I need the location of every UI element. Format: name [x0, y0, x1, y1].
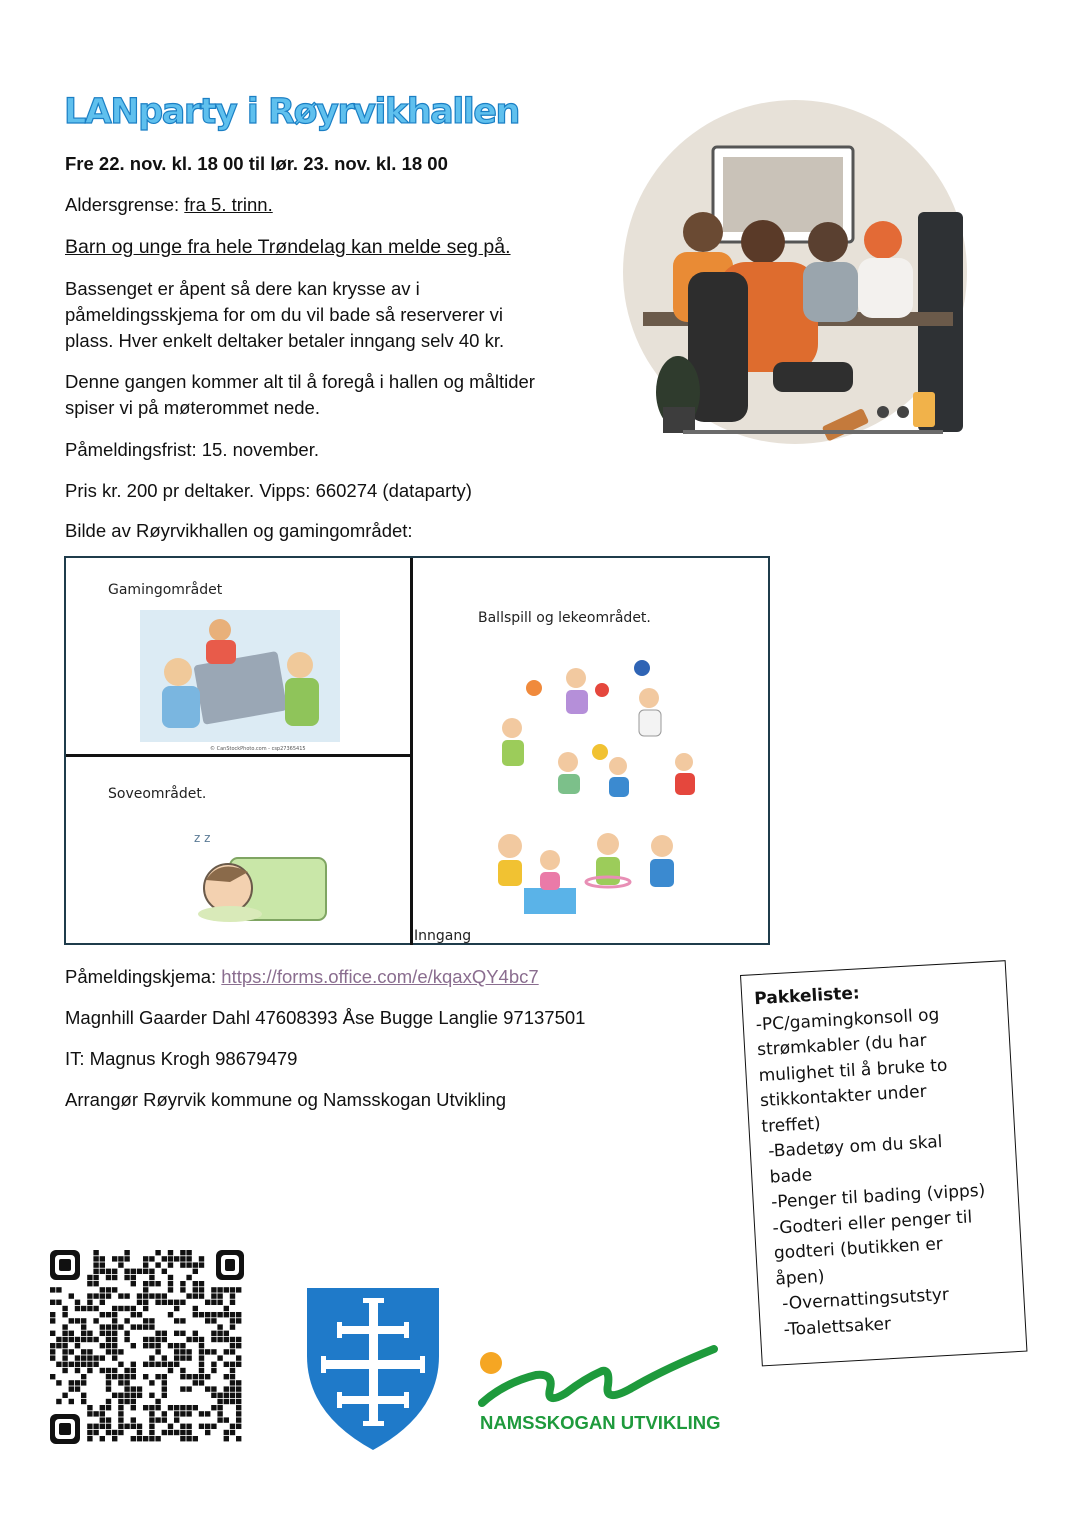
packing-item: treffet) [760, 1113, 822, 1137]
packing-heading: Pakkeliste: [753, 983, 861, 1010]
packing-list [740, 960, 1027, 1366]
packing-item: -Toalettsaker [772, 1313, 892, 1341]
packing-item: -Godteri eller penger til [766, 1206, 973, 1239]
packing-item: -PC/gamingkonsoll og [755, 1004, 940, 1035]
logo-text: NAMSSKOGAN UTVIKLING [480, 1412, 721, 1433]
pool-line: påmeldingsskjema for om du vil bade så reserverer vi [65, 304, 504, 325]
deadline-line: Påmeldingsfrist: 15. november. [65, 439, 319, 460]
packing-item: godteri (butikken er [768, 1234, 944, 1264]
form-line [65, 964, 539, 990]
sleep-area-illustration [190, 828, 330, 923]
it-contact-line: IT: Magnus Krogh 98679479 [65, 1048, 298, 1069]
packing-item: åpen) [769, 1266, 825, 1290]
gaming-illustration [583, 62, 1008, 487]
sleep-area-label: Soveområdet. [108, 786, 207, 802]
packing-item: mulighet til å bruke to [758, 1055, 948, 1086]
age-line [65, 192, 273, 218]
ball-area-illustration [484, 650, 714, 920]
packing-item: -Badetøy om du skal [762, 1131, 943, 1162]
price-line: Pris kr. 200 pr deltaker. Vipps: 660274 (dataparty) [65, 480, 472, 501]
namsskogan-utvikling-logo [474, 1345, 724, 1437]
gaming-area-label: Gamingområdet [108, 582, 223, 598]
packing-item: strømkabler (du har [756, 1030, 928, 1061]
svg-text:z z: z z [194, 831, 211, 845]
registration-form-link[interactable]: https://forms.office.com/e/kqaxQY4bc7 [221, 966, 539, 987]
age-value: fra 5. trinn. [184, 194, 273, 215]
age-label: Aldersgrense: [65, 194, 185, 215]
qr-code[interactable] [50, 1250, 244, 1444]
packing-item: stikkontakter under [759, 1081, 928, 1112]
plan-divider [410, 558, 413, 945]
date-line: Fre 22. nov. kl. 18 00 til lør. 23. nov. kl. 18 00 [65, 153, 448, 174]
pool-paragraph [65, 276, 504, 354]
royrvik-coat-of-arms-icon [305, 1286, 441, 1452]
picture-caption: Bilde av Røyrvikhallen og gamingområdet: [65, 520, 413, 541]
pool-line: Bassenget er åpent så dere kan krysse av i [65, 278, 420, 299]
packing-item: bade [763, 1164, 813, 1188]
floor-plan [64, 556, 770, 945]
plan-divider [66, 754, 413, 757]
venue-line: Denne gangen kommer alt til å foregå i hallen og måltider [65, 371, 535, 392]
contacts-line: Magnhill Gaarder Dahl 47608393 Åse Bugge Langlie 97137501 [65, 1007, 586, 1028]
organizer-line: Arrangør Røyrvik kommune og Namsskogan Utvikling [65, 1089, 507, 1110]
entrance-label: Inngang [414, 928, 472, 944]
packing-item: -Overnattingsutstyr [770, 1284, 950, 1315]
ball-area-label: Ballspill og lekeområdet. [478, 610, 651, 626]
open-to-line: Barn og unge fra hele Trøndelag kan melde seg på. [65, 236, 511, 258]
form-label: Påmeldingskjema: [65, 966, 222, 987]
gaming-area-illustration [140, 610, 340, 752]
venue-line: spiser vi på møterommet nede. [65, 397, 320, 418]
page-title: LANparty i Røyrvikhallen [64, 92, 519, 132]
gaming-credit: © CanStockPhoto.com - csp27365415 [210, 746, 306, 752]
packing-item: -Penger til bading (vipps) [765, 1180, 986, 1213]
pool-line: plass. Hver enkelt deltaker betaler inngang selv 40 kr. [65, 330, 505, 351]
venue-paragraph [65, 369, 535, 421]
